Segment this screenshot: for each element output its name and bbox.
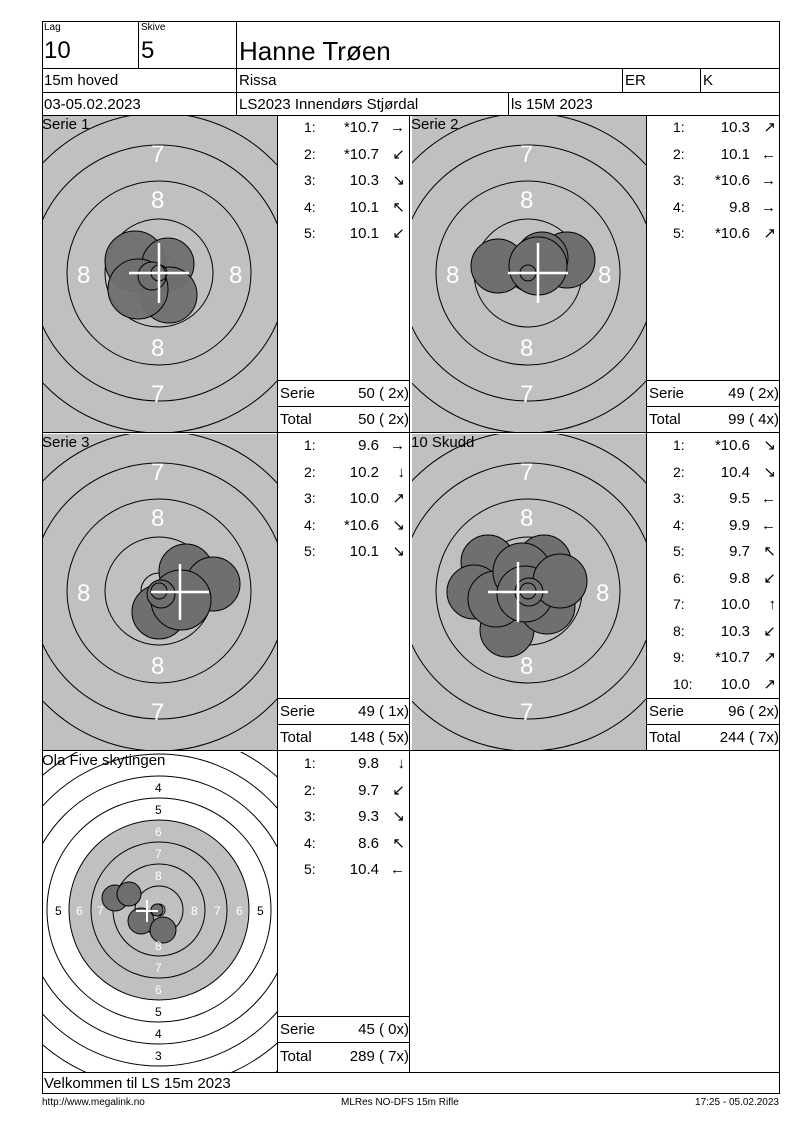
welcome-text: Velkommen til LS 15m 2023 bbox=[44, 1075, 231, 1092]
ring-label-8-bottom: 8 bbox=[155, 939, 162, 953]
shot-number: 7: bbox=[673, 596, 685, 612]
shot-list-serie-1 bbox=[278, 116, 409, 380]
serie-value: 45 ( 0x) bbox=[358, 1021, 409, 1038]
shot-direction-arrow-icon: → bbox=[761, 198, 776, 216]
shot-direction-arrow-icon: ↙ bbox=[763, 622, 776, 640]
shot-number: 10: bbox=[673, 675, 693, 692]
category-er: ER bbox=[625, 72, 646, 89]
ring-label-6-bottom: 6 bbox=[155, 983, 162, 997]
shot-value: *10.6 bbox=[714, 225, 750, 242]
target-10-skudd bbox=[412, 434, 646, 750]
shot-direction-arrow-icon: ↙ bbox=[392, 225, 405, 242]
shot-number: 2: bbox=[673, 463, 685, 480]
shot-number: 3: bbox=[304, 808, 316, 824]
shot-direction-arrow-icon: ↘ bbox=[392, 543, 405, 560]
ring-label-7-top: 7 bbox=[151, 459, 165, 486]
shot-number: 5: bbox=[673, 225, 685, 241]
ring-label-8-right: 8 bbox=[191, 904, 198, 918]
ring-label-7-bottom: 7 bbox=[520, 699, 534, 726]
shot-value: 9.5 bbox=[729, 490, 750, 507]
shot-direction-arrow-icon: ↑ bbox=[768, 596, 776, 613]
shot-number: 2: bbox=[304, 781, 316, 798]
shot-value: 10.4 bbox=[349, 861, 379, 878]
shot-number: 1: bbox=[304, 755, 316, 771]
target-serie-2 bbox=[412, 116, 646, 432]
shot-value: 10.3 bbox=[720, 119, 750, 136]
ring-label-5-left: 5 bbox=[55, 904, 62, 918]
shot-number: 5: bbox=[304, 225, 316, 241]
shot-value: 8.6 bbox=[358, 834, 379, 852]
club-name: Rissa bbox=[239, 72, 277, 89]
ring-label-8-bottom: 8 bbox=[151, 653, 165, 680]
serie-value: 96 ( 2x) bbox=[728, 703, 779, 720]
shot-direction-arrow-icon: ↘ bbox=[763, 437, 776, 454]
shot-value: 9.8 bbox=[358, 755, 379, 772]
shot-value: *10.6 bbox=[714, 437, 750, 454]
class-name: 15m hoved bbox=[44, 72, 119, 89]
shot-value: 10.1 bbox=[349, 543, 379, 560]
serie-label: Serie bbox=[280, 703, 316, 720]
ring-label-8-right: 8 bbox=[229, 262, 243, 289]
ring-label-5-right: 5 bbox=[257, 904, 264, 918]
ring-label-7-top: 7 bbox=[520, 459, 534, 486]
shot-list-ola-five bbox=[278, 752, 409, 1016]
shot-value: *10.7 bbox=[343, 145, 379, 163]
shot-number: 1: bbox=[673, 437, 685, 453]
panel-title-ola-five: Ola Five skytingen bbox=[42, 752, 166, 769]
shot-list-serie-2 bbox=[647, 116, 780, 380]
panel-title-serie-2: Serie 2 bbox=[411, 116, 459, 133]
total-value: 148 ( 5x) bbox=[349, 729, 409, 746]
shot-direction-arrow-icon: ↙ bbox=[392, 145, 405, 163]
shot-direction-arrow-icon: → bbox=[390, 437, 405, 454]
ring-label-8-top: 8 bbox=[155, 869, 162, 883]
ring-label-5-bottom: 5 bbox=[155, 1005, 162, 1019]
ring-label-7-top: 7 bbox=[155, 847, 162, 861]
shot-list-10-skudd bbox=[647, 434, 780, 698]
shot-direction-arrow-icon: ↗ bbox=[392, 490, 405, 507]
ring-label-7-bottom: 7 bbox=[155, 961, 162, 975]
shot-direction-arrow-icon: ↙ bbox=[763, 569, 776, 587]
shot-direction-arrow-icon: ↗ bbox=[763, 225, 776, 242]
serie-value: 49 ( 1x) bbox=[358, 703, 409, 720]
ring-label-3-bottom: 3 bbox=[155, 1049, 162, 1063]
event-name: LS2023 Innendørs Stjørdal bbox=[239, 96, 419, 113]
shot-direction-arrow-icon: ↘ bbox=[392, 172, 405, 189]
shot-value: 10.0 bbox=[720, 675, 750, 693]
total-label: Total bbox=[280, 411, 312, 428]
ring-label-8-top: 8 bbox=[520, 187, 534, 214]
shot-value: 9.8 bbox=[729, 198, 750, 216]
shot-list-serie-3 bbox=[278, 434, 409, 698]
ring-label-5-top: 5 bbox=[155, 803, 162, 817]
shot-value: 9.6 bbox=[358, 437, 379, 454]
ring-label-8-right: 8 bbox=[598, 262, 612, 289]
shot-direction-arrow-icon: → bbox=[761, 172, 776, 189]
serie-label: Serie bbox=[280, 1021, 316, 1038]
shot-number: 3: bbox=[673, 490, 685, 506]
shot-value: *10.7 bbox=[343, 119, 379, 136]
competition-name: ls 15M 2023 bbox=[511, 96, 593, 113]
total-value: 244 ( 7x) bbox=[719, 729, 779, 746]
ring-label-6-right: 6 bbox=[236, 904, 243, 918]
ring-label-8-top: 8 bbox=[151, 505, 165, 532]
shot-direction-arrow-icon: ↗ bbox=[763, 649, 776, 666]
shot-number: 1: bbox=[304, 437, 316, 453]
shot-number: 4: bbox=[304, 834, 316, 851]
panel-title-serie-1: Serie 1 bbox=[42, 116, 90, 133]
shot-number: 1: bbox=[673, 119, 685, 135]
shot-number: 3: bbox=[304, 172, 316, 188]
ring-label-7-right: 7 bbox=[214, 904, 221, 918]
shot-direction-arrow-icon: ↘ bbox=[392, 808, 405, 825]
shot-direction-arrow-icon: ↗ bbox=[763, 675, 776, 693]
footer-software: MLRes NO-DFS 15m Rifle bbox=[341, 1097, 459, 1108]
ring-label-8-bottom: 8 bbox=[520, 653, 534, 680]
shot-direction-arrow-icon: ↓ bbox=[397, 463, 405, 481]
ring-label-8-left: 8 bbox=[446, 262, 460, 289]
shot-value: 9.3 bbox=[358, 808, 379, 825]
shot-direction-arrow-icon: ↖ bbox=[763, 543, 776, 560]
ring-label-7-bottom: 7 bbox=[520, 381, 534, 408]
total-label: Total bbox=[649, 729, 681, 746]
shot-number: 4: bbox=[304, 198, 316, 215]
ring-label-8-left: 8 bbox=[77, 580, 91, 607]
total-value: 99 ( 4x) bbox=[728, 411, 779, 428]
footer-timestamp: 17:25 - 05.02.2023 bbox=[695, 1097, 779, 1108]
ring-label-4-top: 4 bbox=[155, 781, 162, 795]
serie-label: Serie bbox=[649, 385, 685, 402]
panel-title-10-skudd: 10 Skudd bbox=[411, 434, 475, 451]
shot-number: 5: bbox=[673, 543, 685, 559]
shot-direction-arrow-icon: ← bbox=[390, 861, 405, 878]
shot-value: *10.7 bbox=[714, 649, 750, 666]
shot-direction-arrow-icon: ← bbox=[761, 145, 776, 163]
target-serie-3 bbox=[43, 434, 277, 750]
ring-label-8-right: 8 bbox=[596, 580, 610, 607]
skive-label: Skive bbox=[141, 22, 166, 33]
shot-value: 10.4 bbox=[720, 463, 750, 481]
footer-url[interactable]: http://www.megalink.no bbox=[42, 1097, 145, 1108]
shot-number: 4: bbox=[673, 198, 685, 215]
category-k: K bbox=[703, 72, 714, 89]
shot-value: 10.1 bbox=[349, 225, 379, 242]
target-serie-1 bbox=[43, 116, 277, 432]
total-label: Total bbox=[280, 1048, 312, 1065]
shot-value: 10.3 bbox=[720, 622, 750, 640]
shot-number: 4: bbox=[673, 516, 685, 533]
shot-direction-arrow-icon: ← bbox=[761, 516, 776, 534]
shot-value: *10.6 bbox=[343, 516, 379, 534]
shot-number: 5: bbox=[304, 543, 316, 559]
shot-value: 10.2 bbox=[349, 463, 379, 481]
ring-label-7-left: 7 bbox=[97, 904, 104, 918]
shot-direction-arrow-icon: ↘ bbox=[392, 516, 405, 534]
shooter-name: Hanne Trøen bbox=[239, 36, 391, 66]
serie-label: Serie bbox=[649, 703, 685, 720]
competition-date: 03-05.02.2023 bbox=[44, 96, 141, 113]
shot-number: 4: bbox=[304, 516, 316, 533]
shot-value: 9.9 bbox=[729, 516, 750, 534]
ring-label-6-top: 6 bbox=[155, 825, 162, 839]
shot-number: 2: bbox=[673, 145, 685, 162]
shot-number: 2: bbox=[304, 463, 316, 480]
ring-label-8-bottom: 8 bbox=[151, 335, 165, 362]
ring-label-7-top: 7 bbox=[520, 141, 534, 168]
shot-direction-arrow-icon: ↙ bbox=[392, 781, 405, 799]
ring-label-4-bottom: 4 bbox=[155, 1027, 162, 1041]
serie-value: 49 ( 2x) bbox=[728, 385, 779, 402]
shot-number: 9: bbox=[673, 649, 685, 665]
shot-value: 10.0 bbox=[720, 596, 750, 613]
shot-value: 10.1 bbox=[720, 145, 750, 163]
shot-value: 10.0 bbox=[349, 490, 379, 507]
shot-number: 5: bbox=[304, 861, 316, 877]
serie-value: 50 ( 2x) bbox=[358, 385, 409, 402]
ring-label-7-bottom: 7 bbox=[151, 381, 165, 408]
total-value: 50 ( 2x) bbox=[358, 411, 409, 428]
shot-direction-arrow-icon: → bbox=[390, 119, 405, 136]
shot-number: 1: bbox=[304, 119, 316, 135]
shot-number: 3: bbox=[304, 490, 316, 506]
skive-value: 5 bbox=[141, 37, 155, 64]
shot-number: 3: bbox=[673, 172, 685, 188]
ring-label-6-left: 6 bbox=[76, 904, 83, 918]
target-ola-five bbox=[43, 752, 277, 1072]
shot-number: 8: bbox=[673, 622, 685, 639]
shot-direction-arrow-icon: ↗ bbox=[763, 119, 776, 136]
ring-label-8-left: 8 bbox=[77, 262, 91, 289]
shot-direction-arrow-icon: ↘ bbox=[763, 463, 776, 481]
shot-number: 6: bbox=[673, 569, 685, 586]
shot-value: *10.6 bbox=[714, 172, 750, 189]
panel-title-serie-3: Serie 3 bbox=[42, 434, 90, 451]
shot-value: 10.1 bbox=[349, 198, 379, 216]
shot-direction-arrow-icon: ↖ bbox=[392, 198, 405, 216]
ring-label-8-top: 8 bbox=[520, 505, 534, 532]
shot-value: 10.3 bbox=[349, 172, 379, 189]
total-value: 289 ( 7x) bbox=[349, 1048, 409, 1065]
ring-label-7-bottom: 7 bbox=[151, 699, 165, 726]
shot-number: 2: bbox=[304, 145, 316, 162]
lag-value: 10 bbox=[44, 37, 71, 64]
ring-label-7-top: 7 bbox=[151, 141, 165, 168]
serie-label: Serie bbox=[280, 385, 316, 402]
ring-label-8-bottom: 8 bbox=[520, 335, 534, 362]
total-label: Total bbox=[280, 729, 312, 746]
shot-direction-arrow-icon: ↖ bbox=[392, 834, 405, 852]
shot-direction-arrow-icon: ↓ bbox=[397, 755, 405, 772]
shot-value: 9.7 bbox=[729, 543, 750, 560]
ring-label-8-top: 8 bbox=[151, 187, 165, 214]
shot-direction-arrow-icon: ← bbox=[761, 490, 776, 507]
total-label: Total bbox=[649, 411, 681, 428]
shot-value: 9.8 bbox=[729, 569, 750, 587]
lag-label: Lag bbox=[44, 22, 61, 33]
shot-value: 9.7 bbox=[358, 781, 379, 799]
